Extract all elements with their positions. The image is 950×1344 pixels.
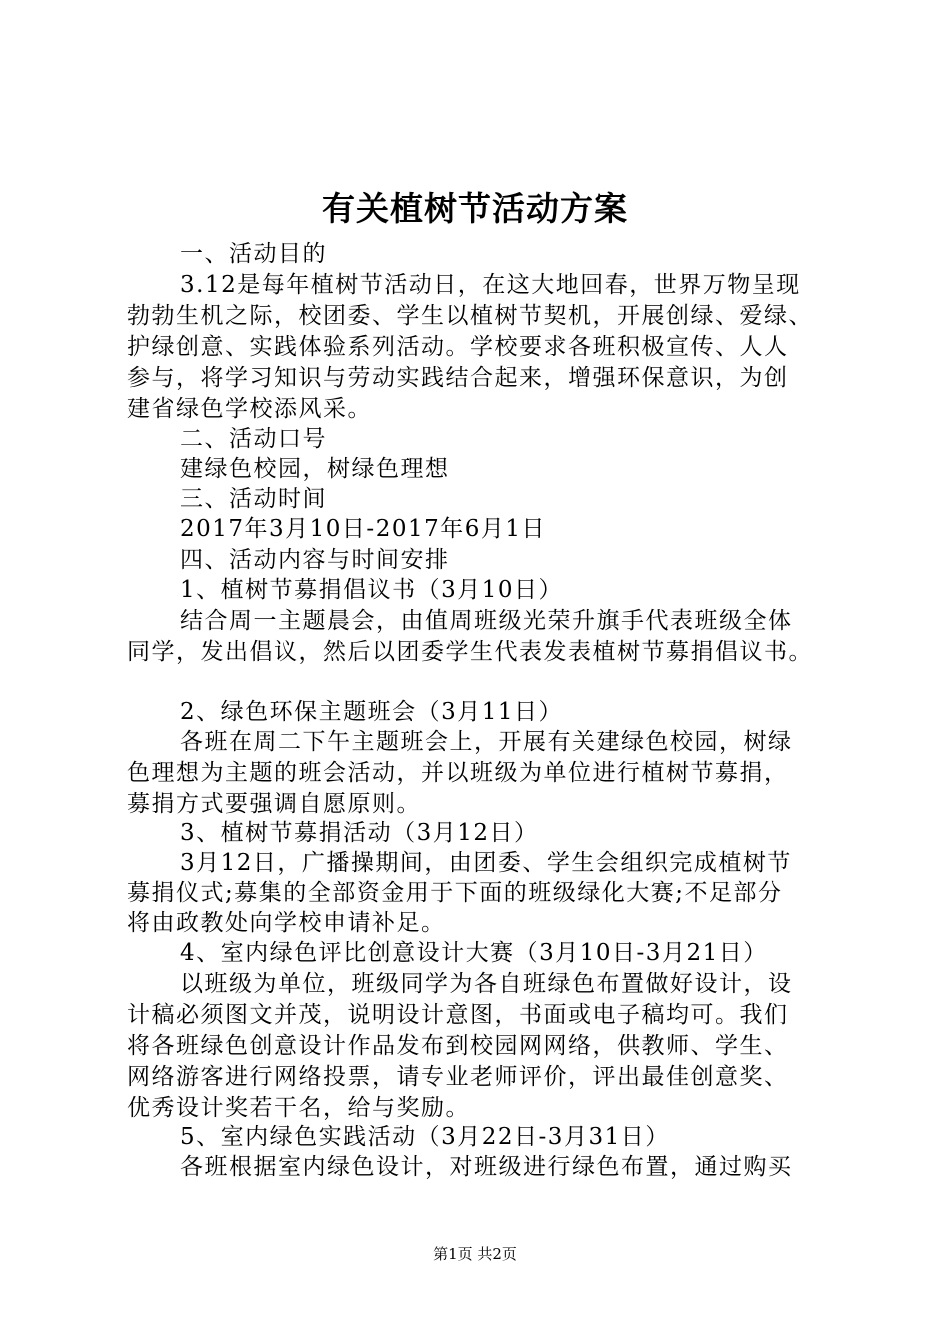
paragraph-line: 募捐方式要强调自愿原则。: [127, 791, 421, 817]
page-footer: 第1页 共2页: [433, 1245, 517, 1263]
paragraph-line: 勃勃生机之际，校团委、学生以植树节契机，开展创绿、爱绿、: [127, 303, 813, 329]
paragraph-line: 3.12是每年植树节活动日，在这大地回春，世界万物呈现: [180, 272, 801, 298]
section-heading-content: 四、活动内容与时间安排: [180, 547, 450, 573]
paragraph-line: 募捐仪式;募集的全部资金用于下面的班级绿化大赛;不足部分: [127, 880, 783, 906]
paragraph-line: 色理想为主题的班会活动，并以班级为单位进行植树节募捐，: [127, 760, 789, 786]
paragraph-line: 3月12日，广播操期间，由团委、学生会组织完成植树节: [180, 850, 792, 876]
item-heading-1: 1、植树节募捐倡议书（3月10日）: [180, 577, 564, 603]
item-heading-5: 5、室内绿色实践活动（3月22日-3月31日）: [180, 1124, 670, 1150]
paragraph-line: 各班在周二下午主题班会上，开展有关建绿色校园，树绿: [180, 729, 793, 755]
paragraph-line: 以班级为单位，班级同学为各自班绿色布置做好设计，设: [180, 971, 793, 997]
paragraph-line: 网络游客进行网络投票，请专业老师评价，评出最佳创意奖、: [127, 1064, 789, 1090]
paragraph-line: 将由政教处向学校申请补足。: [127, 910, 446, 936]
section-heading-slogan: 二、活动口号: [180, 426, 327, 452]
paragraph-line: 参与，将学习知识与劳动实践结合起来，增强环保意识，为创: [127, 365, 789, 391]
paragraph-line: 护绿创意、实践体验系列活动。学校要求各班积极宣传、人人: [127, 334, 789, 360]
paragraph-line: 同学，发出倡议，然后以团委学生代表发表植树节募捐倡议书。: [127, 639, 813, 665]
paragraph-line: 建省绿色学校添风采。: [127, 396, 372, 422]
document-title: 有关植树节活动方案: [322, 189, 628, 228]
item-heading-3: 3、植树节募捐活动（3月12日）: [180, 820, 539, 846]
section-heading-time: 三、活动时间: [180, 486, 327, 512]
item-heading-4: 4、室内绿色评比创意设计大赛（3月10日-3月21日）: [180, 940, 768, 966]
item-heading-2: 2、绿色环保主题班会（3月11日）: [180, 699, 564, 725]
paragraph-line: 优秀设计奖若干名，给与奖励。: [127, 1095, 470, 1121]
paragraph-line: 各班根据室内绿色设计，对班级进行绿色布置，通过购买: [180, 1154, 793, 1180]
paragraph-line: 计稿必须图文并茂，说明设计意图，书面或电子稿均可。我们: [127, 1002, 789, 1028]
activity-period: 2017年3月10日-2017年6月1日: [180, 516, 547, 542]
paragraph-line: 将各班绿色创意设计作品发布到校园网网络，供教师、学生、: [127, 1033, 789, 1059]
slogan-text: 建绿色校园，树绿色理想: [180, 456, 450, 482]
paragraph-line: 结合周一主题晨会，由值周班级光荣升旗手代表班级全体: [180, 608, 793, 634]
section-heading-purpose: 一、活动目的: [180, 241, 327, 267]
